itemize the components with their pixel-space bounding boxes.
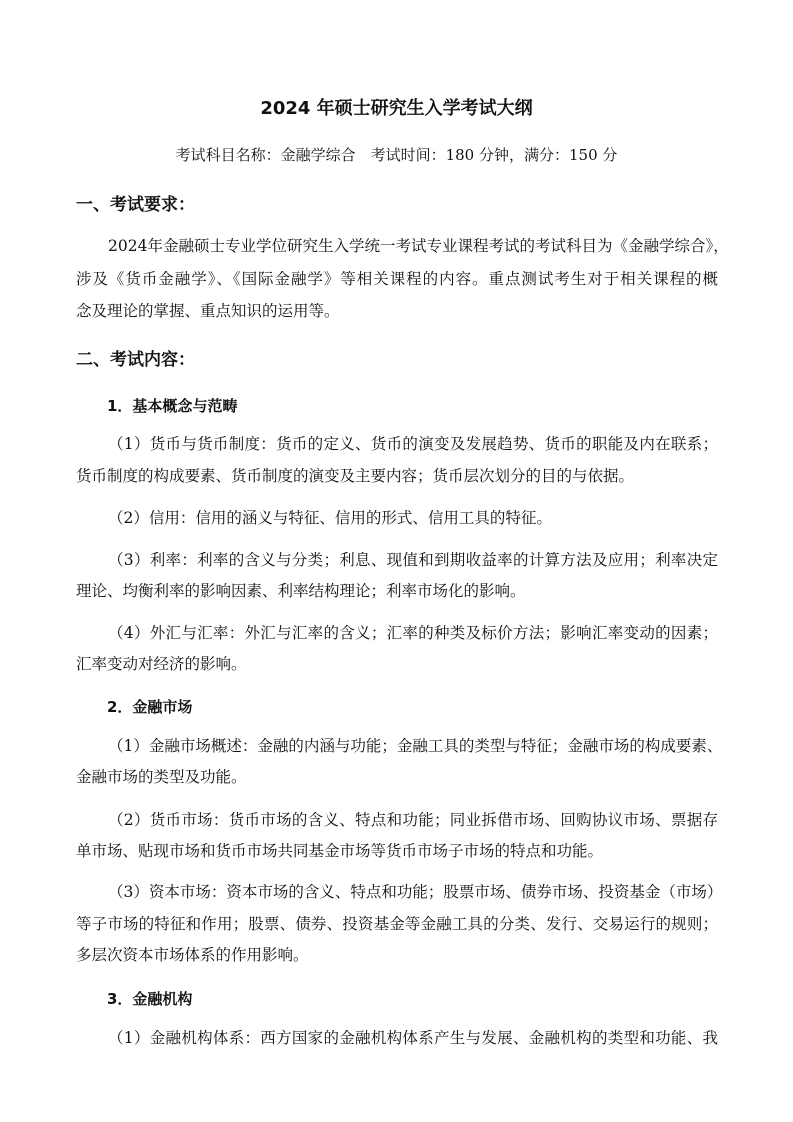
exam-info: 考试科目名称：金融学综合 考试时间：180 分钟，满分：150 分 (175, 146, 618, 164)
subsection-heading: 1．基本概念与范畴 (107, 397, 238, 415)
paragraph-line: 单市场、贴现市场和货币市场共同基金市场等货币市场子市场的特点和功能。 (76, 842, 604, 860)
section-heading-content: 二、考试内容： (76, 350, 195, 370)
paragraph-line: （1）金融市场概述：金融的内涵与功能；金融工具的类型与特征；金融市场的构成要素、 (108, 737, 723, 755)
paragraph-line: （1）货币与货币制度：货币的定义、货币的演变及发展趋势、货币的职能及内在联系； (108, 435, 718, 453)
paragraph-line: （1）金融机构体系：西方国家的金融机构体系产生与发展、金融机构的类型和功能、我 (108, 1029, 718, 1047)
subsection-heading: 2．金融市场 (107, 698, 193, 716)
paragraph-line: 金融市场的类型及功能。 (76, 768, 247, 786)
paragraph-line: （2）信用：信用的涵义与特征、信用的形式、信用工具的特征。 (108, 509, 552, 527)
paragraph-line: （3）资本市场：资本市场的含义、特点和功能；股票市场、债券市场、投资基金（市场） (108, 883, 723, 901)
paragraph-line: 涉及《货币金融学》、《国际金融学》等相关课程的内容。重点测试考生对于相关课程的概 (76, 270, 718, 288)
paragraph-line: 理论、均衡利率的影响因素、利率结构理论；利率市场化的影响。 (76, 582, 526, 600)
paragraph-line: 2024年金融硕士专业学位研究生入学统一考试专业课程考试的考试科目为《金融学综合》， (108, 237, 729, 255)
subsection-heading: 3．金融机构 (107, 990, 193, 1008)
document-title: 2024 年硕士研究生入学考试大纲 (260, 98, 533, 119)
paragraph-line: 多层次资本市场体系的作用影响。 (76, 946, 309, 964)
paragraph-line: 念及理论的掌握、重点知识的运用等。 (76, 302, 340, 320)
section-heading-requirements: 一、考试要求： (76, 195, 195, 215)
paragraph-line: （3）利率：利率的含义与分类；利息、现值和到期收益率的计算方法及应用；利率决定 (108, 551, 718, 569)
paragraph-line: 汇率变动对经济的影响。 (76, 655, 247, 673)
paragraph-line: （2）货币市场：货币市场的含义、特点和功能；同业拆借市场、回购协议市场、票据存 (108, 811, 718, 829)
paragraph-line: （4）外汇与汇率：外汇与汇率的含义；汇率的种类及标价方法；影响汇率变动的因素； (108, 624, 718, 642)
paragraph-line: 货币制度的构成要素、货币制度的演变及主要内容；货币层次划分的目的与依据。 (76, 467, 635, 485)
paragraph-line: 等子市场的特征和作用；股票、债券、投资基金等金融工具的分类、发行、交易运行的规则； (76, 915, 718, 933)
